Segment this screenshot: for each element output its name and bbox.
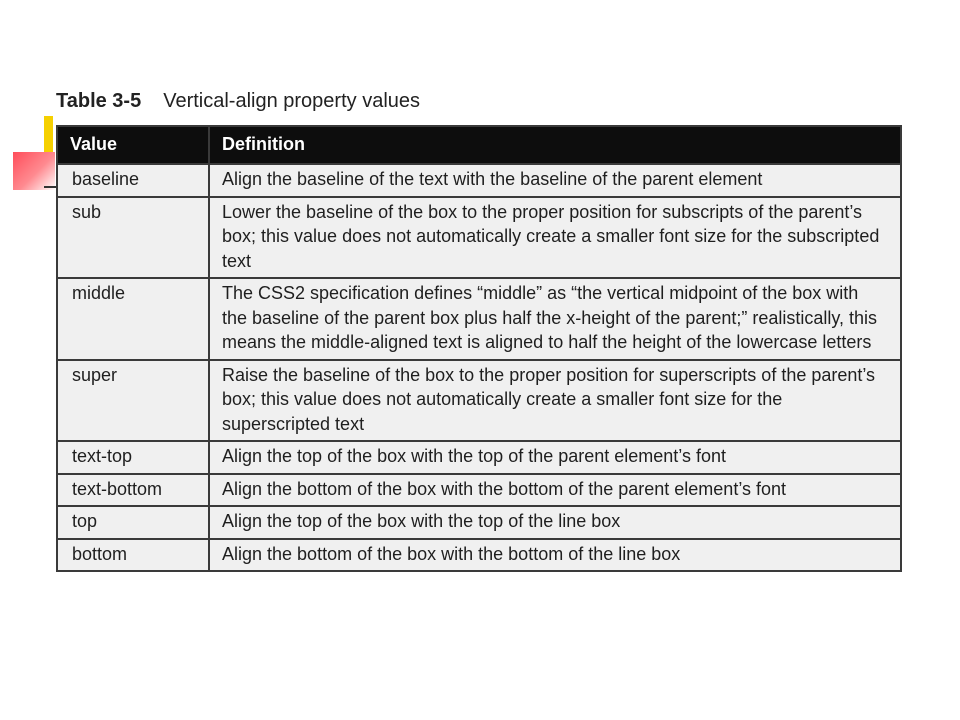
table-caption	[56, 90, 420, 113]
row-definition-cell: Align the bottom of the box with the bottom of the line box	[209, 539, 900, 571]
row-value-cell: middle	[58, 278, 209, 360]
row-value-cell: text-bottom	[58, 474, 209, 507]
table-row	[58, 164, 900, 197]
slide-accent-line	[44, 186, 56, 188]
row-definition-cell: The CSS2 specification defines “middle” as “the vertical midpoint of the box with the baseline of the parent box plus half the x-height of the parent;” realistically, this means the middle-aligned text is aligned to half the height of the lowercase letters	[209, 278, 900, 360]
slide-accent-square	[13, 152, 55, 190]
table-row	[58, 506, 900, 539]
table-header-row	[58, 127, 900, 164]
table-row	[58, 278, 900, 360]
row-value-cell: top	[58, 506, 209, 539]
table-row	[58, 197, 900, 279]
row-value-cell: bottom	[58, 539, 209, 571]
row-definition-cell: Align the top of the box with the top of the line box	[209, 506, 900, 539]
column-header-definition: Definition	[209, 127, 900, 164]
table-caption-title: Vertical-align property values	[163, 90, 421, 112]
row-definition-cell: Lower the baseline of the box to the proper position for subscripts of the parent’s box; this value does not automatically create a smaller font size for the subscripted text	[209, 197, 900, 279]
row-definition-cell: Align the top of the box with the top of the parent element’s font	[209, 441, 900, 474]
vertical-align-values-table	[58, 127, 900, 570]
column-header-value: Value	[58, 127, 209, 164]
row-definition-cell: Align the baseline of the text with the baseline of the parent element	[209, 164, 900, 197]
table-row	[58, 474, 900, 507]
table-row	[58, 539, 900, 571]
vertical-align-table	[56, 125, 902, 572]
table-caption-label: Table 3-5	[56, 90, 142, 112]
row-definition-cell: Align the bottom of the box with the bottom of the parent element’s font	[209, 474, 900, 507]
row-value-cell: super	[58, 360, 209, 442]
table-row	[58, 441, 900, 474]
row-definition-cell: Raise the baseline of the box to the proper position for superscripts of the parent’s box; this value does not automatically create a smaller font size for the superscripted text	[209, 360, 900, 442]
table-row	[58, 360, 900, 442]
row-value-cell: text-top	[58, 441, 209, 474]
row-value-cell: sub	[58, 197, 209, 279]
row-value-cell: baseline	[58, 164, 209, 197]
